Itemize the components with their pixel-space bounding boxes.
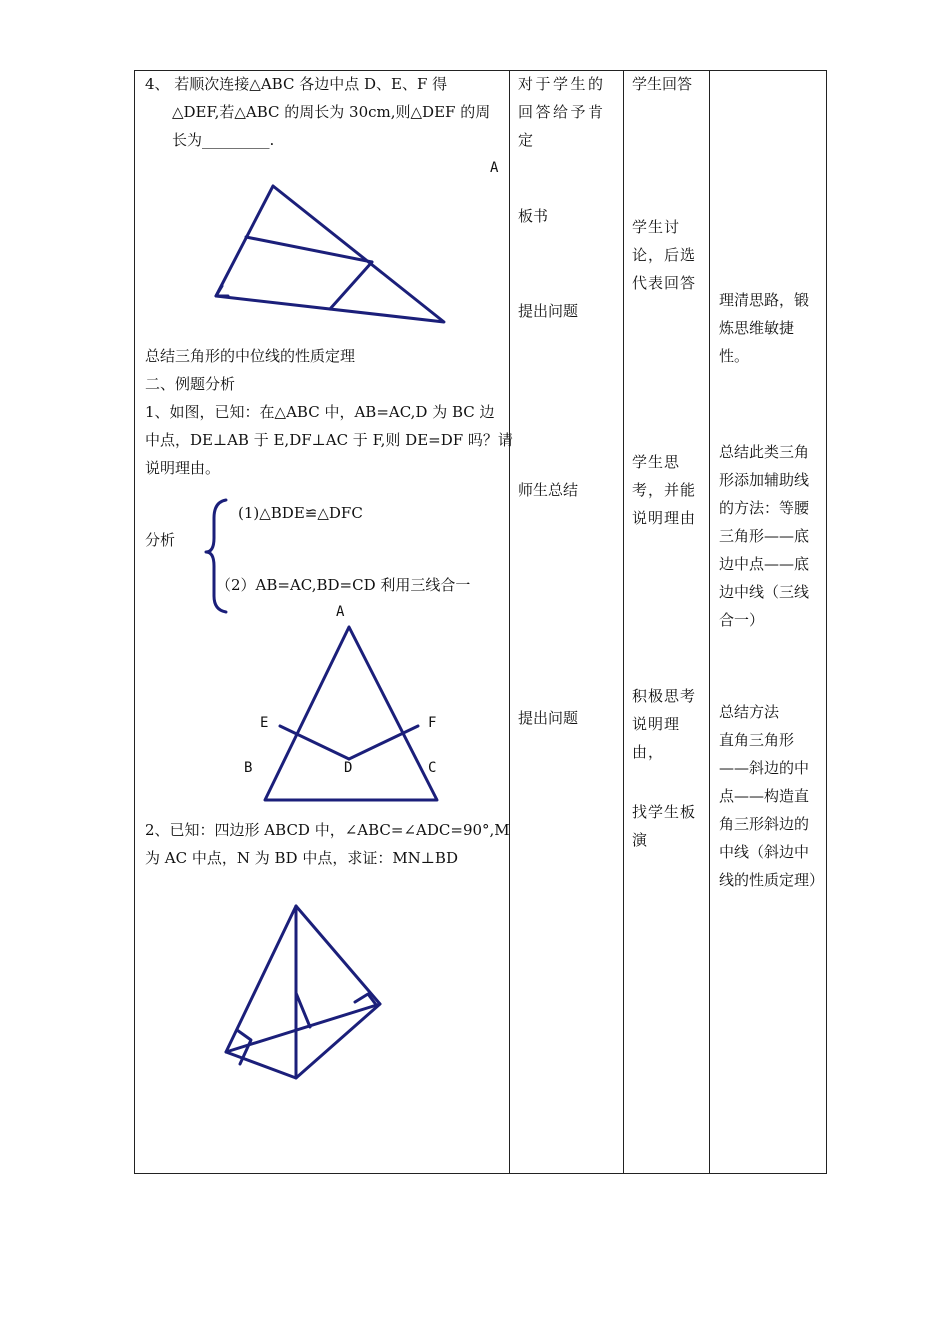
design-intent-2: 总结此类三角形添加辅助线的方法：等腰三角形——底边中点——底边中线（三线合一）	[719, 443, 810, 629]
analysis-label: 分析	[145, 531, 176, 549]
student-activity-2: 学生讨论，后选代表回答	[632, 218, 697, 292]
section-title: 二、例题分析	[145, 375, 236, 393]
student-activity-1: 学生回答	[632, 75, 693, 93]
figure-2-label-d: D	[344, 760, 353, 776]
question-4-line-1: 4、 若顺次连接△ABC 各边中点 D、E、F 得	[145, 75, 448, 93]
question-4-line-2: △DEF,若△ABC 的周长为 30cm,则△DEF 的周	[172, 103, 491, 121]
design-intent-3-body: 直角三角形——斜边的中点——构造直角三形斜边的中线（斜边中线的性质定理）	[719, 731, 825, 889]
teacher-activity-1: 对于学生的回答给予肯定	[518, 75, 606, 149]
figure-1-label-a: A	[490, 160, 499, 176]
figure-2-label-b: B	[244, 760, 253, 776]
example-1-line-1: 1、如图，已知：在△ABC 中，AB=AC,D 为 BC 边	[145, 403, 495, 421]
analysis-point-2: （2）AB=AC,BD=CD 利用三线合一	[216, 576, 471, 594]
example-2-line-1: 2、已知：四边形 ABCD 中，∠ABC=∠ADC=90°,M	[145, 821, 510, 839]
figure-2-label-f: F	[428, 715, 437, 731]
design-intent-1: 理清思路，锻炼思维敏捷性。	[719, 291, 810, 365]
teacher-activity-5: 提出问题	[518, 709, 579, 727]
design-intent-3-title: 总结方法	[719, 703, 780, 721]
student-activity-4: 积极思考说明理由，	[632, 687, 697, 761]
analysis-point-1: (1)△BDE≌△DFC	[238, 504, 363, 522]
teacher-activity-2: 板书	[518, 207, 549, 225]
teacher-activity-3: 提出问题	[518, 302, 579, 320]
example-2-line-2: 为 AC 中点，N 为 BD 中点，求证：MN⊥BD	[145, 849, 458, 867]
example-1-line-3: 说明理由。	[145, 459, 221, 477]
figure-2-label-a: A	[336, 604, 345, 620]
summary-text: 总结三角形的中位线的性质定理	[145, 347, 356, 365]
student-activity-5: 找学生板演	[632, 803, 697, 849]
student-activity-3: 学生思考，并能说明理由	[632, 453, 697, 527]
question-4-line-3: 长为_________.	[172, 131, 275, 149]
figure-2-label-c: C	[428, 760, 437, 776]
teacher-activity-4: 师生总结	[518, 481, 579, 499]
example-1-line-2: 中点，DE⊥AB 于 E,DF⊥AC 于 F,则 DE=DF 吗？请	[145, 431, 513, 449]
figure-2-label-e: E	[260, 715, 269, 731]
